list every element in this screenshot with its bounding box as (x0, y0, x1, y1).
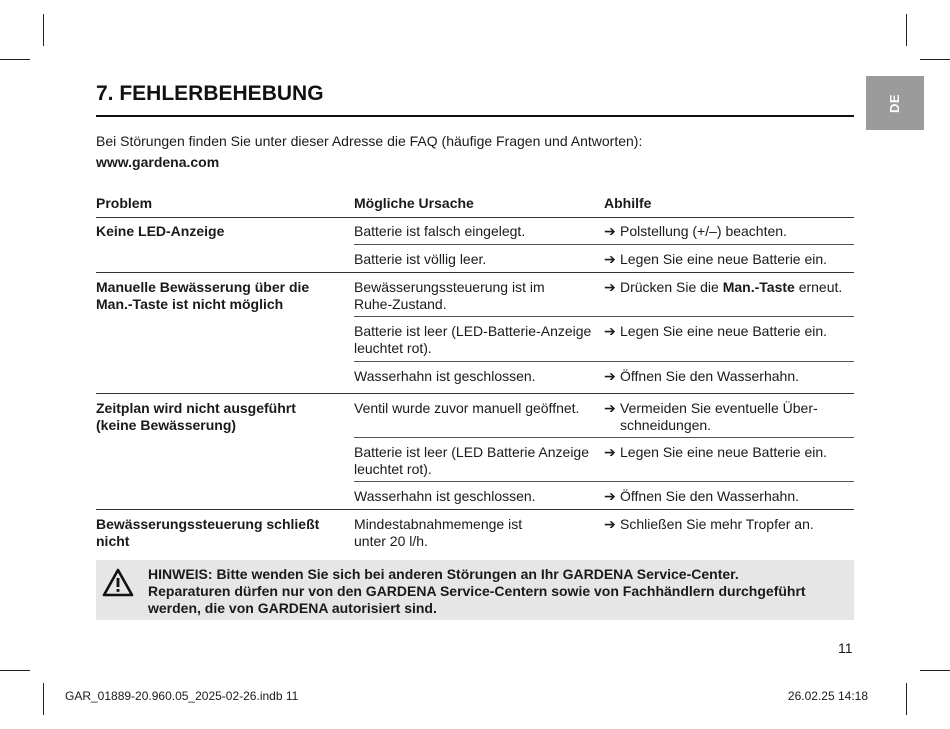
remedy-cell: ➔ Polstellung (+/–) beachten. (604, 223, 787, 239)
arrow-icon: ➔ (604, 516, 616, 532)
row-divider (354, 437, 854, 438)
remedy-cell: ➔ Legen Sie eine neue Batterie ein. (604, 251, 828, 267)
crop-mark (0, 59, 30, 60)
crop-mark (920, 59, 950, 60)
row-divider (354, 316, 854, 317)
arrow-icon: ➔ (604, 400, 616, 416)
remedy-cell: ➔ Vermeiden Sie eventuelle Über- schneidungen. (604, 400, 818, 433)
header-remedy: Abhilfe (604, 195, 652, 211)
arrow-icon: ➔ (604, 251, 616, 267)
arrow-icon: ➔ (604, 368, 616, 384)
problem-cell: Zeitplan wird nicht ausgeführt (keine Bewässerung) (96, 400, 296, 433)
table-rule (96, 217, 854, 218)
footer-file-info: GAR_01889-20.960.05_2025-02-26.indb 11 (65, 689, 299, 703)
cause-cell: Wasserhahn ist geschlossen. (354, 488, 536, 504)
intro-text: Bei Störungen finden Sie unter dieser Adresse die FAQ (häufige Fragen und Antworten): (96, 133, 643, 149)
cause-cell: Batterie ist leer (LED Batterie Anzeige leuchtet rot). (354, 444, 590, 477)
group-divider (96, 509, 854, 510)
group-divider (96, 393, 854, 394)
title-divider (96, 115, 854, 117)
language-tab-label: DE (887, 93, 903, 113)
arrow-icon: ➔ (604, 488, 616, 504)
page-number: 11 (838, 640, 853, 656)
arrow-icon: ➔ (604, 444, 616, 460)
remedy-cell: ➔ Drücken Sie die Man.-Taste erneut. (604, 279, 843, 295)
warning-triangle-icon (102, 568, 134, 598)
crop-mark (43, 683, 44, 715)
remedy-cell: ➔ Schließen Sie mehr Tropfer an. (604, 516, 814, 532)
man-taste-bold: Man.-Taste (722, 279, 795, 295)
cause-cell: Mindestabnahmemenge ist unter 20 l/h. (354, 516, 523, 549)
group-divider (96, 272, 854, 273)
remedy-cell: ➔ Legen Sie eine neue Batterie ein. (604, 444, 828, 460)
remedy-cell: ➔ Legen Sie eine neue Batterie ein. (604, 323, 828, 339)
crop-mark (906, 14, 907, 46)
cause-cell: Bewässerungssteuerung ist im Ruhe-Zustand. (354, 279, 545, 312)
header-cause: Mögliche Ursache (354, 195, 474, 211)
arrow-icon: ➔ (604, 279, 616, 295)
remedy-cell: ➔ Öffnen Sie den Wasserhahn. (604, 368, 799, 384)
crop-mark (43, 14, 44, 46)
notice-text: HINWEIS: Bitte wenden Sie sich bei anderen Störungen an Ihr GARDENA Service-Center. Reparaturen dürfen nur von den GARDENA Service-Centern sowie von Fachhändlern durchgeführt werden, die von GARDENA autorisiert sind. (148, 566, 806, 616)
cause-cell: Batterie ist leer (LED-Batterie-Anzeige leuchtet rot). (354, 323, 592, 356)
footer-timestamp: 26.02.25 14:18 (787, 689, 868, 703)
arrow-icon: ➔ (604, 223, 616, 239)
intro-paragraph (96, 131, 642, 173)
problem-cell: Manuelle Bewässerung über die Man.-Taste ist nicht möglich (96, 279, 310, 312)
language-tab (866, 76, 924, 130)
problem-cell: Keine LED-Anzeige (96, 223, 225, 239)
arrow-icon: ➔ (604, 323, 616, 339)
crop-mark (906, 683, 907, 715)
cause-cell: Ventil wurde zuvor manuell geöffnet. (354, 400, 580, 416)
row-divider (354, 361, 854, 362)
remedy-cell: ➔ Öffnen Sie den Wasserhahn. (604, 488, 799, 504)
crop-mark (0, 670, 30, 671)
cause-cell: Batterie ist falsch eingelegt. (354, 223, 526, 239)
problem-cell: Bewässerungssteuerung schließt nicht (96, 516, 320, 549)
header-problem: Problem (96, 195, 153, 211)
cause-cell: Wasserhahn ist geschlossen. (354, 368, 536, 384)
row-divider (354, 481, 854, 482)
cause-cell: Batterie ist völlig leer. (354, 251, 487, 267)
crop-mark (920, 670, 950, 671)
page-title: 7. FEHLERBEHEBUNG (96, 82, 324, 105)
notice-box (96, 560, 854, 620)
intro-url: www.gardena.com (96, 154, 220, 170)
row-divider (354, 244, 854, 245)
